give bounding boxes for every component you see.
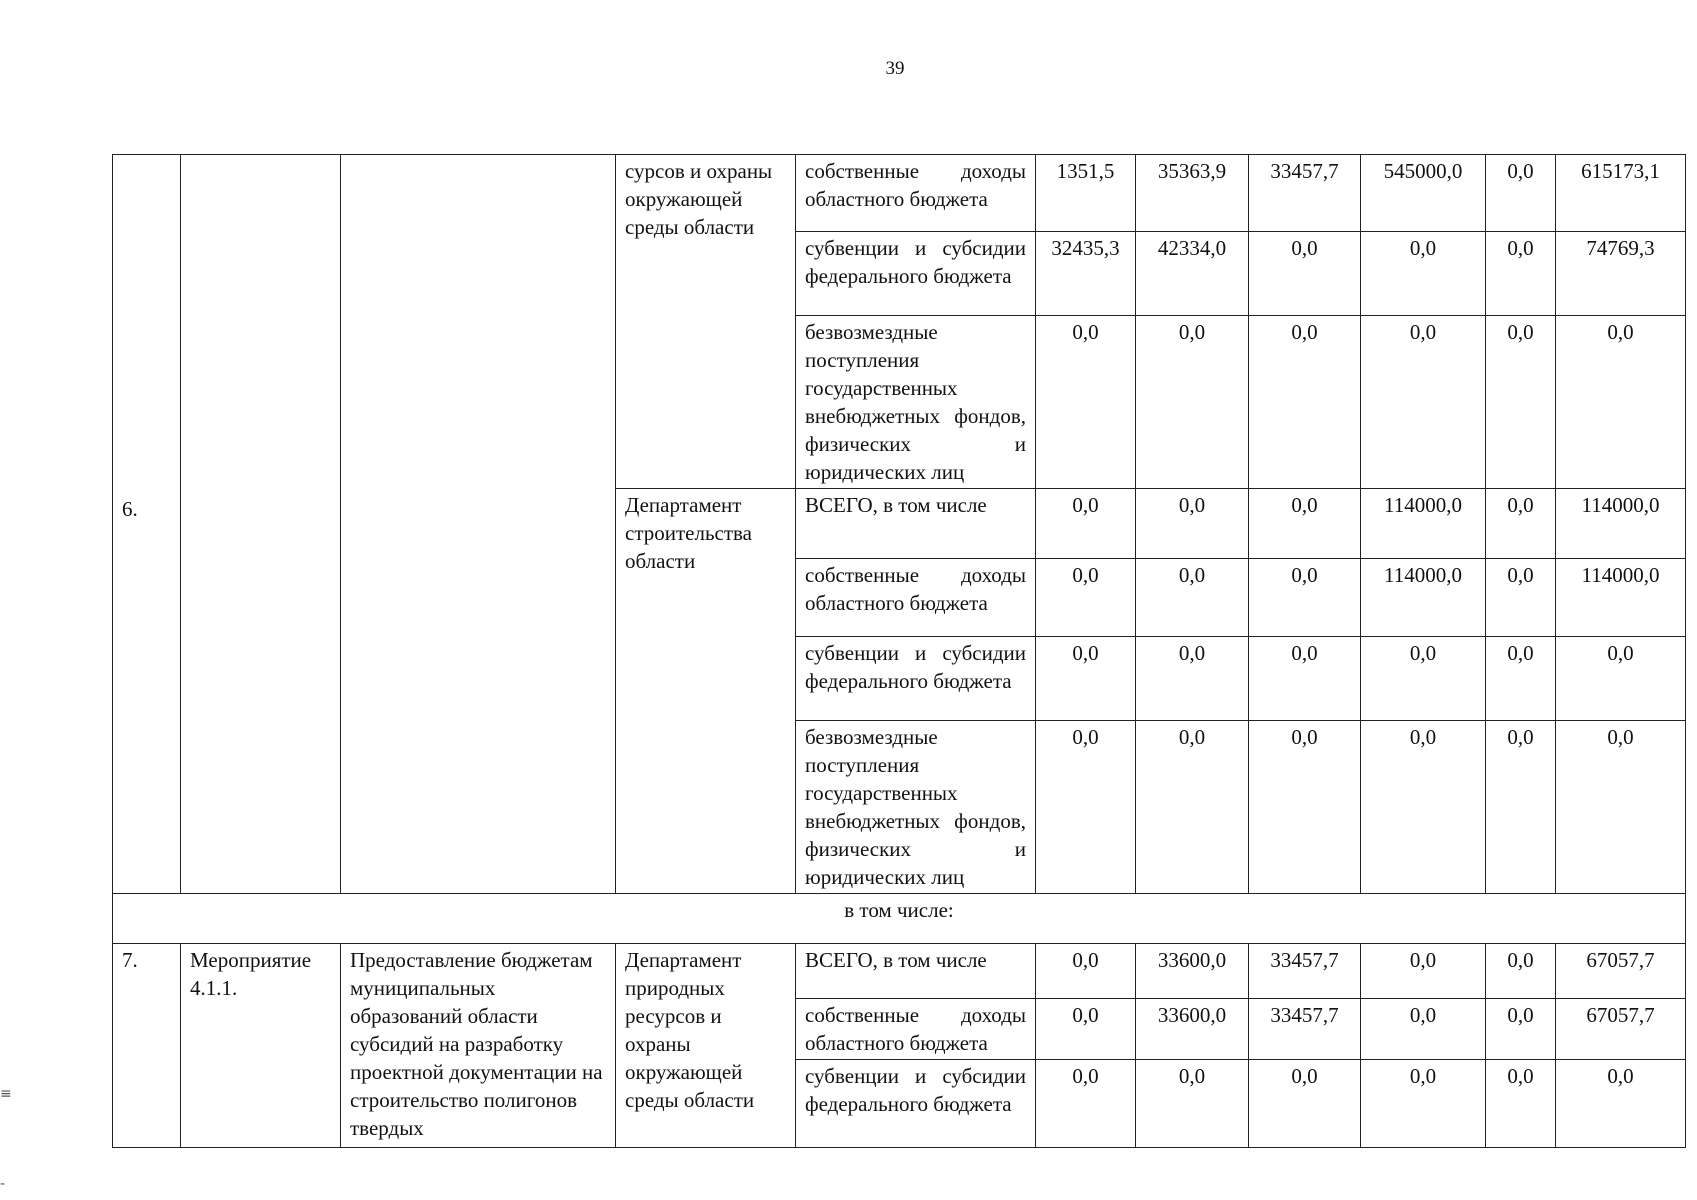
value-cell: 0,0 (1036, 944, 1136, 999)
value-cell: 114000,0 (1556, 559, 1686, 637)
value-cell: 0,0 (1486, 489, 1556, 559)
value-cell: 0,0 (1556, 637, 1686, 721)
executor-cell: Департамент природных ресурсов и охраны окружающей среды области (616, 944, 796, 1148)
value-cell: 545000,0 (1361, 155, 1486, 232)
value-cell: 32435,3 (1036, 232, 1136, 316)
value-cell: 0,0 (1249, 721, 1361, 894)
value-cell: 0,0 (1361, 637, 1486, 721)
value-cell: 42334,0 (1136, 232, 1249, 316)
value-cell: 0,0 (1486, 944, 1556, 999)
value-cell: 33457,7 (1249, 944, 1361, 999)
value-cell: 0,0 (1136, 637, 1249, 721)
source-cell: безвозмездные поступления государственных внебюджетных фондов, физических и юридических лиц (796, 316, 1036, 489)
value-cell: 33600,0 (1136, 999, 1249, 1060)
table-row (113, 894, 1686, 944)
value-cell: 114000,0 (1361, 489, 1486, 559)
measure-cell (181, 155, 341, 894)
margin-mark: - (0, 1176, 6, 1192)
value-cell: 0,0 (1249, 1060, 1361, 1148)
value-cell: 1351,5 (1036, 155, 1136, 232)
description-cell (341, 155, 616, 894)
source-cell: собственные доходы областного бюджета (796, 155, 1036, 232)
value-cell: 33600,0 (1136, 944, 1249, 999)
value-cell: 0,0 (1249, 637, 1361, 721)
value-cell: 0,0 (1361, 316, 1486, 489)
value-cell: 0,0 (1036, 316, 1136, 489)
source-cell: собственные доходы областного бюджета (796, 999, 1036, 1060)
source-cell: субвенции и субсидии федерального бюджета (796, 232, 1036, 316)
measure-cell: Мероприятие 4.1.1. (181, 944, 341, 1148)
executor-cell: сурсов и охраны окружающей среды области (616, 155, 796, 489)
value-cell: 74769,3 (1556, 232, 1686, 316)
value-cell: 0,0 (1486, 999, 1556, 1060)
budget-table (112, 154, 1686, 1148)
value-cell: 0,0 (1036, 999, 1136, 1060)
value-cell: 0,0 (1249, 489, 1361, 559)
value-cell: 0,0 (1361, 999, 1486, 1060)
value-cell: 0,0 (1136, 559, 1249, 637)
executor-cell: Департамент строительства области (616, 489, 796, 894)
value-cell: 0,0 (1486, 232, 1556, 316)
value-cell: 0,0 (1361, 232, 1486, 316)
table-row (113, 944, 1686, 999)
source-cell: собственные доходы областного бюджета (796, 559, 1036, 637)
value-cell: 0,0 (1036, 559, 1136, 637)
value-cell: 0,0 (1136, 1060, 1249, 1148)
value-cell: 0,0 (1486, 1060, 1556, 1148)
value-cell: 0,0 (1249, 559, 1361, 637)
value-cell: 33457,7 (1249, 155, 1361, 232)
value-cell: 0,0 (1036, 489, 1136, 559)
value-cell: 67057,7 (1556, 944, 1686, 999)
source-cell: ВСЕГО, в том числе (796, 944, 1036, 999)
value-cell: 0,0 (1136, 489, 1249, 559)
source-cell: безвозмездные поступления государственных внебюджетных фондов, физических и юридических лиц (796, 721, 1036, 894)
value-cell: 0,0 (1556, 1060, 1686, 1148)
value-cell: 35363,9 (1136, 155, 1249, 232)
source-cell: ВСЕГО, в том числе (796, 489, 1036, 559)
value-cell: 0,0 (1556, 721, 1686, 894)
value-cell: 615173,1 (1556, 155, 1686, 232)
source-cell: субвенции и субсидии федерального бюджета (796, 1060, 1036, 1148)
margin-mark: ≡ (0, 1086, 12, 1102)
value-cell: 0,0 (1136, 721, 1249, 894)
value-cell: 0,0 (1486, 721, 1556, 894)
value-cell: 0,0 (1249, 232, 1361, 316)
value-cell: 67057,7 (1556, 999, 1686, 1060)
value-cell: 33457,7 (1249, 999, 1361, 1060)
value-cell: 0,0 (1486, 316, 1556, 489)
row-number-cell: 7. (113, 944, 181, 1148)
page-number: 39 (885, 58, 905, 79)
value-cell: 114000,0 (1556, 489, 1686, 559)
source-cell: субвенции и субсидии федерального бюджета (796, 637, 1036, 721)
value-cell: 0,0 (1486, 155, 1556, 232)
value-cell: 0,0 (1486, 559, 1556, 637)
value-cell: 0,0 (1361, 721, 1486, 894)
value-cell: 0,0 (1361, 944, 1486, 999)
value-cell: 0,0 (1556, 316, 1686, 489)
value-cell: 0,0 (1136, 316, 1249, 489)
value-cell: 0,0 (1249, 316, 1361, 489)
description-cell: Предоставление бюджетам муниципальных образований области субсидий на разработку проектной документации на строительство полигонов твердых (341, 944, 616, 1148)
value-cell: 0,0 (1361, 1060, 1486, 1148)
value-cell: 114000,0 (1361, 559, 1486, 637)
value-cell: 0,0 (1036, 721, 1136, 894)
row-number-cell: 6. (113, 155, 181, 894)
value-cell: 0,0 (1036, 1060, 1136, 1148)
including-label: в том числе: (113, 894, 1686, 944)
value-cell: 0,0 (1486, 637, 1556, 721)
table-row (113, 155, 1686, 232)
value-cell: 0,0 (1036, 637, 1136, 721)
